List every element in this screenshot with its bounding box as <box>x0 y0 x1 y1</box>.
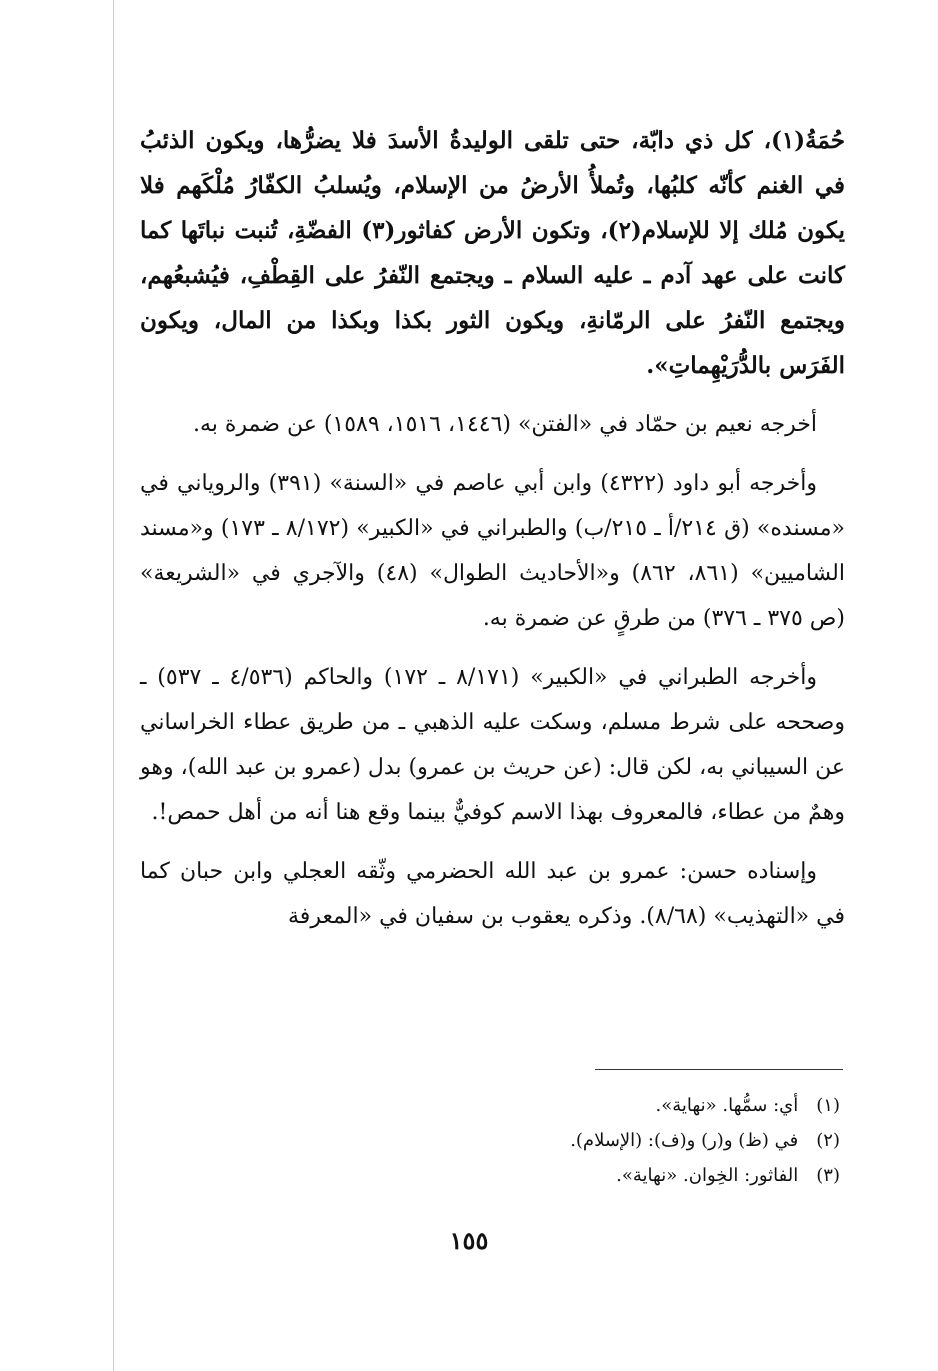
takhrij-paragraph-3: وأخرجه الطبراني في «الكبير» (٨/١٧١ ـ ١٧٢) والحاكم (٤/٥٣٦ ـ ٥٣٧) ـ وصححه على شرط مسلم، وسكت عليه الذهبي ـ من طريق عطاء الخراساني عن السيباني به، لكن قال: (عن حريث بن عمرو) بدل (عمرو بن عبد الله)، وهو وهمٌ من عطاء، فالمعروف بهذا الاسم كوفيٌّ بينما وقع هنا أنه من أهل حمص!. <box>140 665 845 825</box>
page-number: ١٥٥ <box>449 1226 489 1255</box>
footnote-separator <box>595 1069 843 1070</box>
footnote-text: الفاثور: الخِوان. «نهاية». <box>616 1165 799 1186</box>
page-gutter-line <box>113 0 114 1371</box>
footnote-text: في (ظ) و(ر) و(ف): (الإسلام). <box>570 1130 799 1151</box>
footnote-2 <box>400 1123 840 1158</box>
main-text <box>140 118 845 953</box>
hadith-text: حُمَةُ(١)، كل ذي دابّة، حتى تلقى الوليدةُ الأسدَ فلا يضرُّها، ويكون الذئبُ في الغنم كأنّه كلبُها، وتُملأُ الأرضُ من الإسلام، ويُسلبُ الكفّارُ مُلْكَهم فلا يكون مُلك إلا للإسلام(٢)، وتكون الأرض كفاثور(٣) الفضّةِ، تُنبت نباتَها كما كانت على عهد آدم ـ عليه السلام ـ ويجتمع النّفرُ على القِطْفِ، فيُشبعُهم، ويجتمع النّفرُ على الرمّانةِ، ويكون الثور بكذا وبكذا من المال، ويكون الفَرَس بالدُّرَيْهِماتِ». <box>140 127 845 379</box>
takhrij-paragraph-1: أخرجه نعيم بن حمّاد في «الفتن» (١٤٤٦، ١٥١٦، ١٥٨٩) عن ضمرة به. <box>192 412 817 437</box>
isnad-paragraph: وإسناده حسن: عمرو بن عبد الله الحضرمي وثّقه العجلي وابن حبان كما في «التهذيب» (٨/٦٨). وذكره يعقوب بن سفيان في «المعرفة <box>140 859 845 929</box>
footnote-text: أي: سمُّها. «نهاية». <box>655 1095 799 1116</box>
takhrij-paragraph-2: وأخرجه أبو داود (٤٣٢٢) وابن أبي عاصم في «السنة» (٣٩١) والروياني في «مسنده» (ق ٢١٤/أ ـ ٢١٥/ب) والطبراني في «الكبير» (٨/١٧٢ ـ ١٧٣) و«مسند الشاميين» (٨٦١، ٨٦٢) و«الأحاديث الطوال» (٤٨) والآجري في «الشريعة» (ص ٣٧٥ ـ ٣٧٦) من طرقٍ عن ضمرة به. <box>140 471 845 631</box>
footnote-3 <box>400 1158 840 1193</box>
footnote-number: (٢) <box>816 1130 840 1151</box>
footnote-number: (٣) <box>816 1165 840 1186</box>
footnote-number: (١) <box>816 1095 840 1116</box>
footnote-1 <box>400 1088 840 1123</box>
footnotes <box>400 1088 840 1193</box>
